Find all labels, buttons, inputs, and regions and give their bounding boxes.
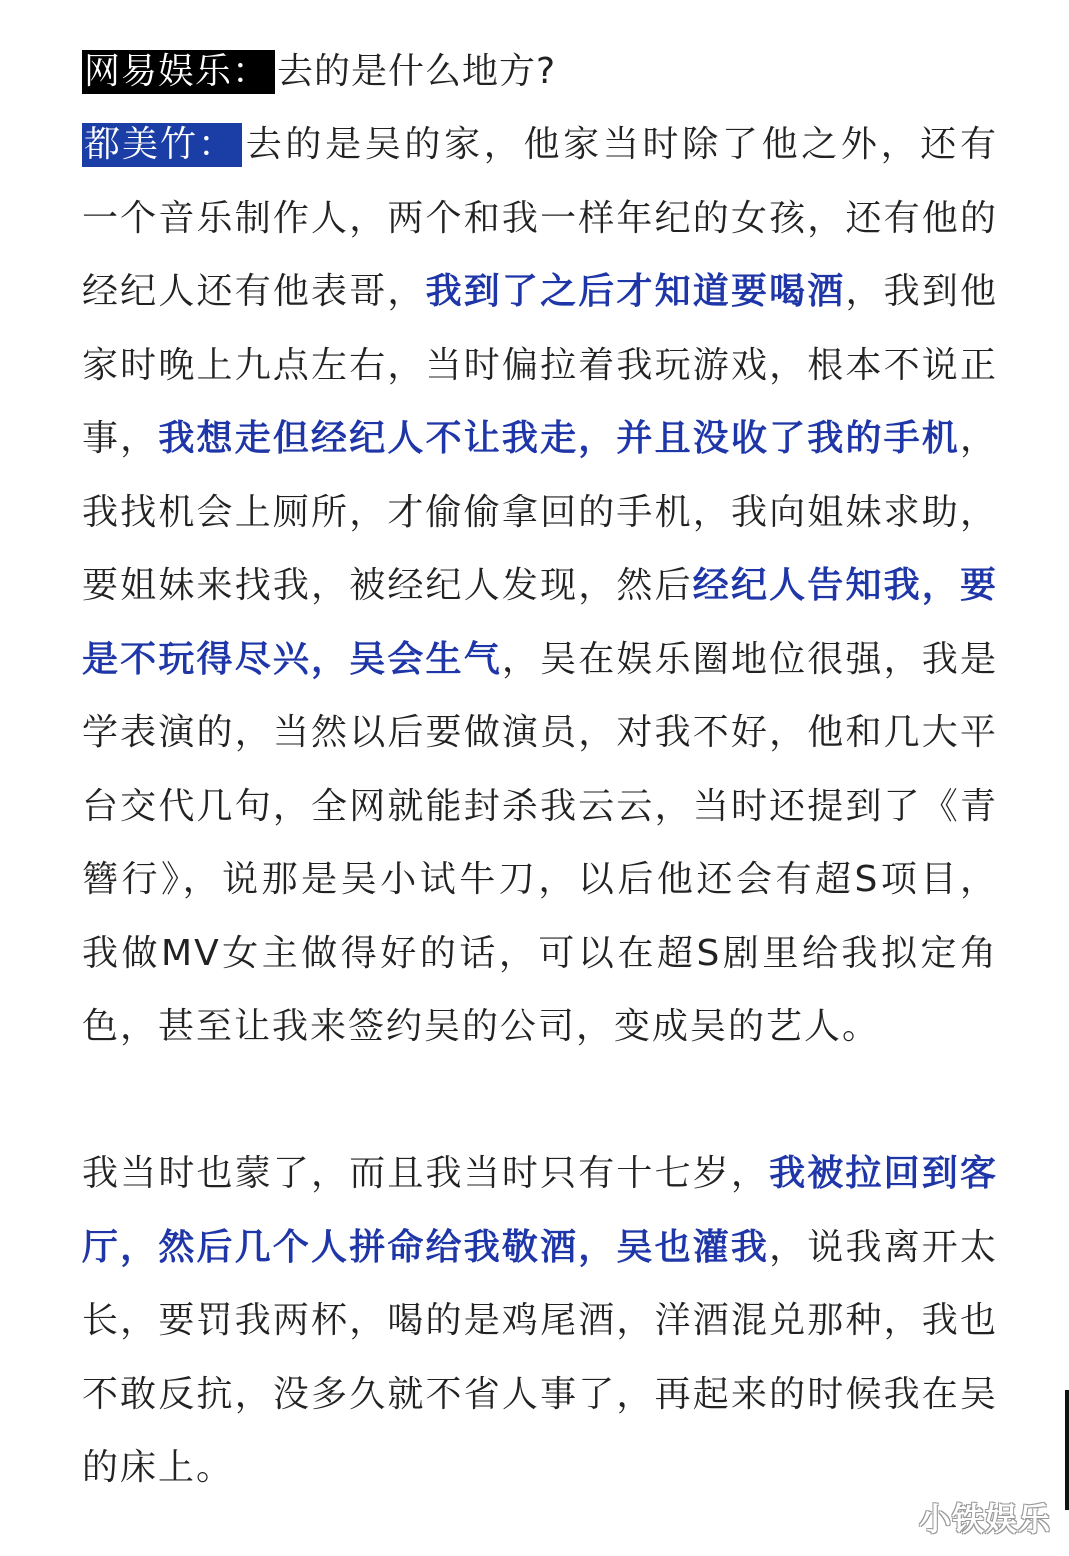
edge-divider (1065, 1390, 1069, 1510)
watermark: 小铁娱乐 (918, 1500, 1051, 1538)
paragraph-segment: 我当时也蒙了，而且我当时只有十七岁， (82, 1153, 770, 1194)
answer-speaker-label: 都美竹： (82, 123, 242, 167)
question-speaker-label: 网易娱乐： (82, 50, 275, 94)
answer-segment: 去的是吴的家，他家当时除了他之外，还有一个音乐制作人，两个和我一样年纪的女孩，还有他的经纪人还有他表哥， (82, 124, 998, 312)
answer-paragraph (82, 108, 998, 1064)
question-text: 去的是什么地方? (277, 51, 557, 92)
paragraph-segment: ，说我离开太长，要罚我两杯，喝的是鸡尾酒，洋酒混兑那种，我也不敢反抗，没多久就不省人事了，再起来的时候我在吴的床上。 (82, 1226, 998, 1488)
answer-segment: ，吴在娱乐圈地位很强，我是学表演的，当然以后要做演员，对我不好，他和几大平台交代几句，全网就能封杀我云云，当时还提到了《青簪行》，说那是吴小试牛刀，以后他还会有超S项目，我做MV女主做得好的话，可以在超S剧里给我拟定角色，甚至让我来签约吴的公司，变成吴的艺人。 (82, 638, 998, 1047)
answer-highlight: 经纪人告知我，要是不玩得尽兴，吴会生气 (82, 565, 998, 680)
answer-segment: ，我到他家时晚上九点左右，当时偏拉着我玩游戏，根本不说正事， (82, 271, 998, 459)
answer-highlight: 我到了之后才知道要喝酒 (425, 271, 846, 312)
interview-article (82, 36, 998, 1505)
paragraph-highlight: 我被拉回到客厅，然后几个人拼命给我敬酒，吴也灌我 (82, 1153, 998, 1268)
question-line (82, 36, 998, 108)
answer-highlight: 我想走但经纪人不让我走，并且没收了我的手机 (158, 418, 960, 459)
second-paragraph (82, 1137, 998, 1505)
answer-segment: ，我找机会上厕所，才偷偷拿回的手机，我向姐妹求助，要姐妹来找我，被经纪人发现，然后 (82, 418, 998, 606)
